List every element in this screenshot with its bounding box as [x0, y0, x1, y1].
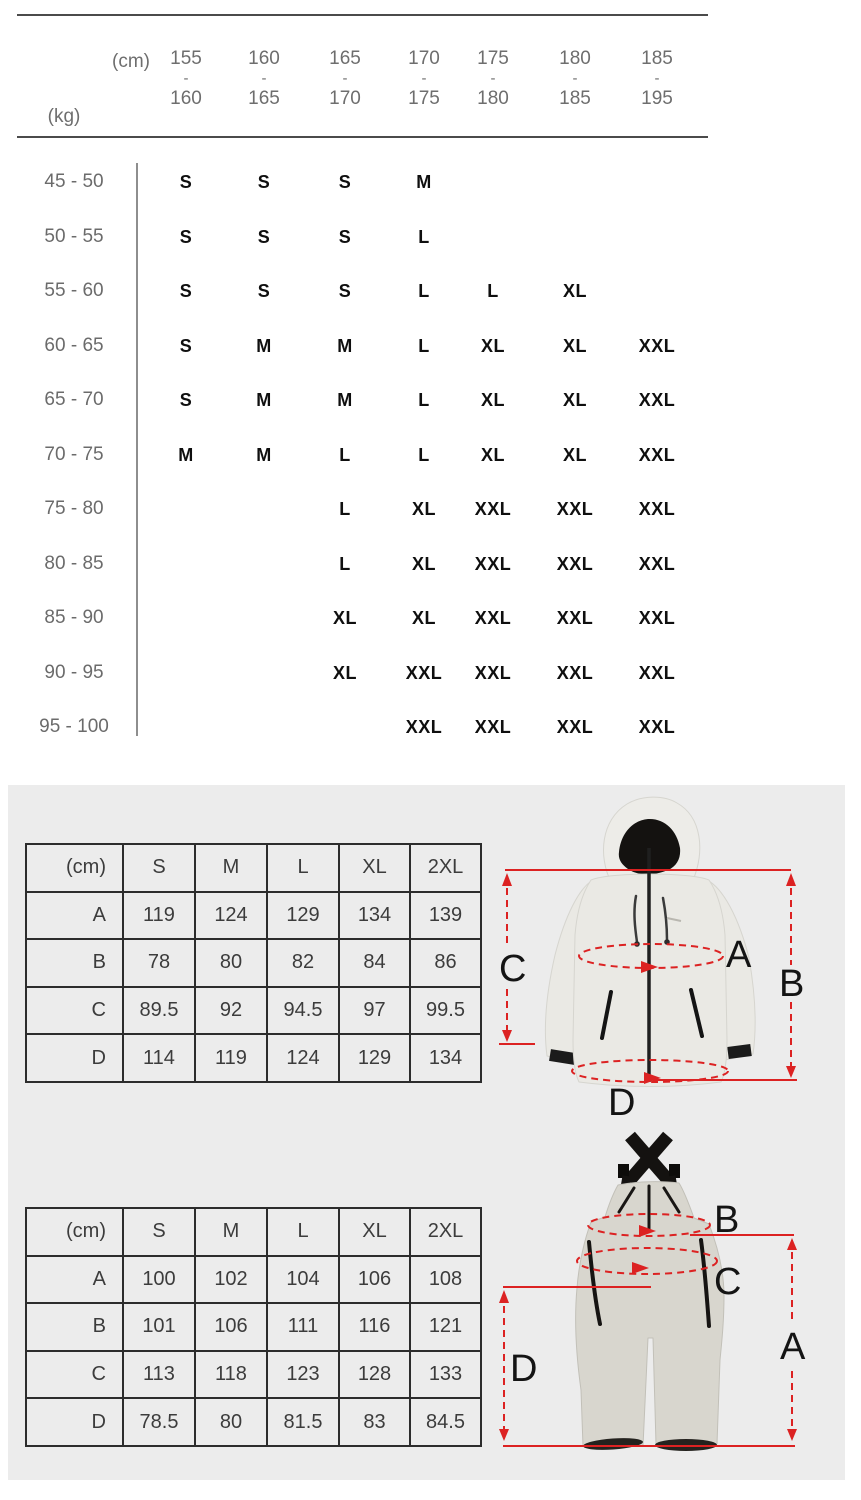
table-cell: 81.5 — [267, 1398, 339, 1446]
matrix-size-cell: XL — [480, 445, 505, 465]
table-cell: 129 — [267, 892, 339, 940]
matrix-weight-label: 55 - 60 — [44, 280, 104, 301]
table-cell: 113 — [123, 1351, 195, 1399]
weight-unit-label: (kg) — [47, 106, 81, 127]
matrix-size-cell: S — [179, 390, 193, 410]
table-cell: 78 — [123, 939, 195, 987]
table-header-cell: XL — [339, 844, 410, 892]
matrix-size-cell: L — [418, 445, 430, 465]
matrix-size-cell: S — [257, 227, 271, 247]
table-cell: 83 — [339, 1398, 410, 1446]
table-row-label: D — [26, 1398, 123, 1446]
matrix-size-cell: XL — [562, 281, 587, 301]
matrix-size-cell: S — [257, 281, 271, 301]
matrix-size-cell: S — [257, 172, 271, 192]
matrix-size-cell: XL — [332, 608, 357, 628]
table-cell: 119 — [195, 1034, 267, 1082]
matrix-size-cell: XL — [411, 608, 436, 628]
table-cell: 108 — [410, 1256, 481, 1304]
matrix-size-cell: L — [339, 554, 351, 574]
matrix-weight-label: 45 - 50 — [44, 171, 104, 192]
matrix-size-cell: XXL — [474, 499, 512, 519]
jacket-left-cuff — [550, 1055, 575, 1059]
table-cell: 100 — [123, 1256, 195, 1304]
table-header-cell: XL — [339, 1208, 410, 1256]
table-row — [26, 939, 481, 987]
table-cell: 106 — [339, 1256, 410, 1304]
table-cell: 86 — [410, 939, 481, 987]
top-divider-line — [17, 14, 708, 16]
matrix-size-cell: M — [256, 390, 272, 410]
pants-dim-label-c: C — [714, 1261, 742, 1303]
matrix-size-cell: XXL — [405, 717, 443, 737]
pants-dim-label-a: A — [780, 1326, 806, 1368]
height-range-header: 155 - 160 — [170, 48, 202, 109]
matrix-size-cell: XXL — [638, 717, 676, 737]
matrix-weight-label: 95 - 100 — [39, 716, 109, 737]
table-cell: 99.5 — [410, 987, 481, 1035]
table-cell: 134 — [339, 892, 410, 940]
matrix-size-cell: L — [418, 281, 430, 301]
table-row-label: D — [26, 1034, 123, 1082]
table-cell: 114 — [123, 1034, 195, 1082]
matrix-row — [0, 168, 861, 196]
jacket-illustration — [495, 790, 845, 1125]
table-cell: 119 — [123, 892, 195, 940]
matrix-size-cell: XXL — [556, 717, 594, 737]
matrix-size-cell: XXL — [556, 499, 594, 519]
table-header-cell: L — [267, 844, 339, 892]
matrix-row — [0, 277, 861, 305]
jacket-drawing — [545, 797, 755, 1086]
table-cell: 121 — [410, 1303, 481, 1351]
matrix-size-cell: L — [339, 445, 351, 465]
matrix-size-cell: S — [179, 172, 193, 192]
matrix-size-cell: M — [256, 445, 272, 465]
matrix-size-cell: XL — [562, 390, 587, 410]
table-cell: 84.5 — [410, 1398, 481, 1446]
matrix-size-cell: XL — [411, 499, 436, 519]
matrix-size-cell: S — [338, 227, 352, 247]
matrix-weight-label: 50 - 55 — [44, 226, 104, 247]
table-cell: 134 — [410, 1034, 481, 1082]
matrix-row — [0, 386, 861, 414]
matrix-row — [0, 713, 861, 741]
table-cell: 129 — [339, 1034, 410, 1082]
table-row-label: B — [26, 1303, 123, 1351]
matrix-row — [0, 441, 861, 469]
height-range-header: 185 - 195 — [641, 48, 673, 109]
matrix-row — [0, 332, 861, 360]
table-header-cell: S — [123, 844, 195, 892]
table-cell: 111 — [267, 1303, 339, 1351]
table-header-cell: S — [123, 1208, 195, 1256]
matrix-size-cell: XL — [480, 390, 505, 410]
matrix-size-cell: XXL — [556, 608, 594, 628]
table-cell: 139 — [410, 892, 481, 940]
table-row-label: B — [26, 939, 123, 987]
pants-measurements-table — [25, 1207, 482, 1447]
table-header-cell: L — [267, 1208, 339, 1256]
table-row — [26, 1351, 481, 1399]
matrix-size-cell: L — [418, 227, 430, 247]
table-cell: 94.5 — [267, 987, 339, 1035]
table-cell: 124 — [195, 892, 267, 940]
matrix-weight-label: 60 - 65 — [44, 335, 104, 356]
table-row — [26, 1398, 481, 1446]
jacket-dim-label-b: B — [779, 963, 805, 1005]
table-cell: 102 — [195, 1256, 267, 1304]
matrix-size-cell: XXL — [474, 663, 512, 683]
matrix-size-cell: M — [256, 336, 272, 356]
matrix-size-cell: XL — [411, 554, 436, 574]
pants-illustration — [490, 1128, 845, 1480]
table-header-cell: 2XL — [410, 1208, 481, 1256]
table-header-cell: 2XL — [410, 844, 481, 892]
table-header-row — [26, 844, 481, 892]
table-header-cell: M — [195, 1208, 267, 1256]
matrix-size-cell: XXL — [556, 554, 594, 574]
table-cell: 104 — [267, 1256, 339, 1304]
table-cell: 97 — [339, 987, 410, 1035]
table-cell: 80 — [195, 939, 267, 987]
matrix-row — [0, 659, 861, 687]
table-row-label: A — [26, 1256, 123, 1304]
matrix-size-cell: M — [337, 390, 353, 410]
table-cell: 78.5 — [123, 1398, 195, 1446]
header-divider-line — [17, 136, 708, 138]
matrix-size-cell: XXL — [638, 336, 676, 356]
matrix-weight-label: 80 - 85 — [44, 553, 104, 574]
matrix-weight-label: 75 - 80 — [44, 498, 104, 519]
matrix-row — [0, 223, 861, 251]
table-header-cell: M — [195, 844, 267, 892]
table-header-row — [26, 1208, 481, 1256]
matrix-size-cell: L — [339, 499, 351, 519]
matrix-size-cell: XXL — [638, 608, 676, 628]
table-header-cell: (cm) — [26, 1208, 123, 1256]
matrix-size-cell: XXL — [556, 663, 594, 683]
jacket-right-cuff — [728, 1050, 751, 1053]
table-row — [26, 1034, 481, 1082]
table-row — [26, 892, 481, 940]
matrix-size-cell: XXL — [638, 499, 676, 519]
table-cell: 128 — [339, 1351, 410, 1399]
matrix-weight-label: 65 - 70 — [44, 389, 104, 410]
matrix-row — [0, 550, 861, 578]
matrix-row — [0, 604, 861, 632]
matrix-size-cell: M — [178, 445, 194, 465]
matrix-size-cell: XL — [332, 663, 357, 683]
matrix-row — [0, 495, 861, 523]
measurement-panel — [8, 785, 845, 1480]
table-row — [26, 1303, 481, 1351]
matrix-size-cell: L — [418, 390, 430, 410]
table-cell: 116 — [339, 1303, 410, 1351]
height-range-header: 180 - 185 — [559, 48, 591, 109]
matrix-size-cell: S — [338, 172, 352, 192]
table-cell: 92 — [195, 987, 267, 1035]
table-cell: 84 — [339, 939, 410, 987]
table-cell: 133 — [410, 1351, 481, 1399]
jacket-dim-label-c: C — [499, 948, 527, 990]
pants-drawing — [576, 1136, 724, 1452]
pants-dim-label-d: D — [510, 1348, 538, 1390]
jacket-measurements-table — [25, 843, 482, 1083]
matrix-weight-label: 70 - 75 — [44, 444, 104, 465]
matrix-size-cell: S — [179, 336, 193, 356]
table-cell: 82 — [267, 939, 339, 987]
matrix-size-cell: XL — [480, 336, 505, 356]
height-range-header: 165 - 170 — [329, 48, 361, 109]
matrix-weight-label: 90 - 95 — [44, 662, 104, 683]
matrix-size-cell: XL — [562, 336, 587, 356]
table-cell: 124 — [267, 1034, 339, 1082]
matrix-size-cell: XXL — [638, 554, 676, 574]
matrix-size-cell: XXL — [405, 663, 443, 683]
matrix-size-cell: XXL — [474, 717, 512, 737]
table-cell: 123 — [267, 1351, 339, 1399]
matrix-size-cell: XXL — [474, 554, 512, 574]
table-row-label: A — [26, 892, 123, 940]
jacket-dim-label-d: D — [608, 1082, 636, 1124]
height-range-header: 175 - 180 — [477, 48, 509, 109]
table-row-label: C — [26, 987, 123, 1035]
matrix-size-cell: XXL — [638, 663, 676, 683]
matrix-size-cell: L — [418, 336, 430, 356]
table-cell: 101 — [123, 1303, 195, 1351]
table-cell: 89.5 — [123, 987, 195, 1035]
matrix-size-cell: M — [416, 172, 432, 192]
height-range-header: 170 - 175 — [408, 48, 440, 109]
jacket-dim-label-a: A — [726, 934, 752, 976]
matrix-size-cell: XXL — [638, 390, 676, 410]
table-cell: 118 — [195, 1351, 267, 1399]
matrix-size-cell: S — [338, 281, 352, 301]
matrix-size-cell: XXL — [638, 445, 676, 465]
matrix-size-cell: S — [179, 227, 193, 247]
matrix-size-cell: L — [487, 281, 499, 301]
table-row — [26, 1256, 481, 1304]
matrix-weight-label: 85 - 90 — [44, 607, 104, 628]
height-range-header: 160 - 165 — [248, 48, 280, 109]
matrix-size-cell: XL — [562, 445, 587, 465]
table-row-label: C — [26, 1351, 123, 1399]
table-cell: 80 — [195, 1398, 267, 1446]
table-cell: 106 — [195, 1303, 267, 1351]
matrix-size-cell: S — [179, 281, 193, 301]
matrix-size-cell: XXL — [474, 608, 512, 628]
table-row — [26, 987, 481, 1035]
table-header-cell: (cm) — [26, 844, 123, 892]
height-unit-label: (cm) — [112, 51, 150, 72]
pants-dim-label-b: B — [714, 1199, 740, 1241]
matrix-size-cell: M — [337, 336, 353, 356]
